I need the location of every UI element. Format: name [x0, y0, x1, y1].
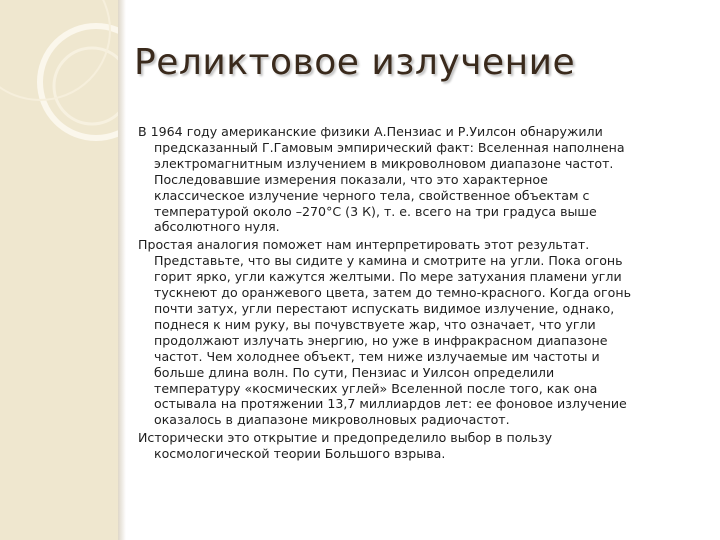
text-line: горит ярко, угли кажутся желтыми. По мере затухания пламени угли	[154, 269, 622, 285]
text-line: предсказанный Г.Гамовым эмпирический факт: Вселенная наполнена	[154, 139, 625, 155]
band-shadow	[118, 0, 126, 540]
text-line: Последовавшие измерения показали, что это характерное	[154, 171, 548, 187]
decorative-circles	[0, 0, 118, 540]
text-line: космологической теории Большого взрыва.	[154, 446, 446, 462]
text-line: температуру «космических углей» Вселенной после того, как она	[154, 380, 598, 396]
text-line: частот. Чем холоднее объект, тем ниже излучаемые им частоты и	[154, 348, 600, 364]
paragraph-3	[138, 430, 690, 462]
decorative-side-band	[0, 0, 118, 540]
text-line: остывала на протяжении 13,7 миллиардов лет: ее фоновое излучение	[154, 396, 627, 412]
text-line: В 1964 году американские физики А.Пензиас и Р.Уилсон обнаружили	[138, 124, 603, 139]
text-line: температурой около –270°С (3 К), т. е. всего на три градуса выше	[154, 203, 597, 219]
text-line: электромагнитным излучением в микроволновом диапазоне частот.	[154, 155, 614, 171]
paragraph-2	[138, 237, 690, 428]
text-line: тускнеют до оранжевого цвета, затем до темно-красного. Когда огонь	[154, 285, 632, 301]
text-line: абсолютного нуля.	[154, 219, 280, 235]
text-line: классическое излучение черного тела, свойственное объектам с	[154, 187, 590, 203]
text-line: почти затух, угли перестают испускать видимое излучение, однако,	[154, 300, 615, 316]
text-line: Простая аналогия поможет нам интерпретировать этот результат.	[138, 237, 590, 253]
text-line: поднеся к ним руку, вы почувствуете жар, что означает, что угли	[154, 316, 596, 332]
paragraph-1	[138, 124, 690, 235]
text-line: продолжают излучать энергию, но уже в инфракрасном диапазоне	[154, 332, 608, 348]
slide-body	[138, 124, 690, 464]
text-line: Исторически это открытие и предопределило выбор в пользу	[138, 430, 553, 446]
text-line: больше длина волн. По сути, Пензиас и Уилсон определили	[154, 364, 555, 380]
text-line: оказалось в диапазоне микроволновых радиочастот.	[154, 412, 510, 428]
slide-title: Реликтовое излучение	[134, 42, 576, 83]
text-line: Представьте, что вы сидите у камина и смотрите на угли. Пока огонь	[154, 253, 623, 269]
